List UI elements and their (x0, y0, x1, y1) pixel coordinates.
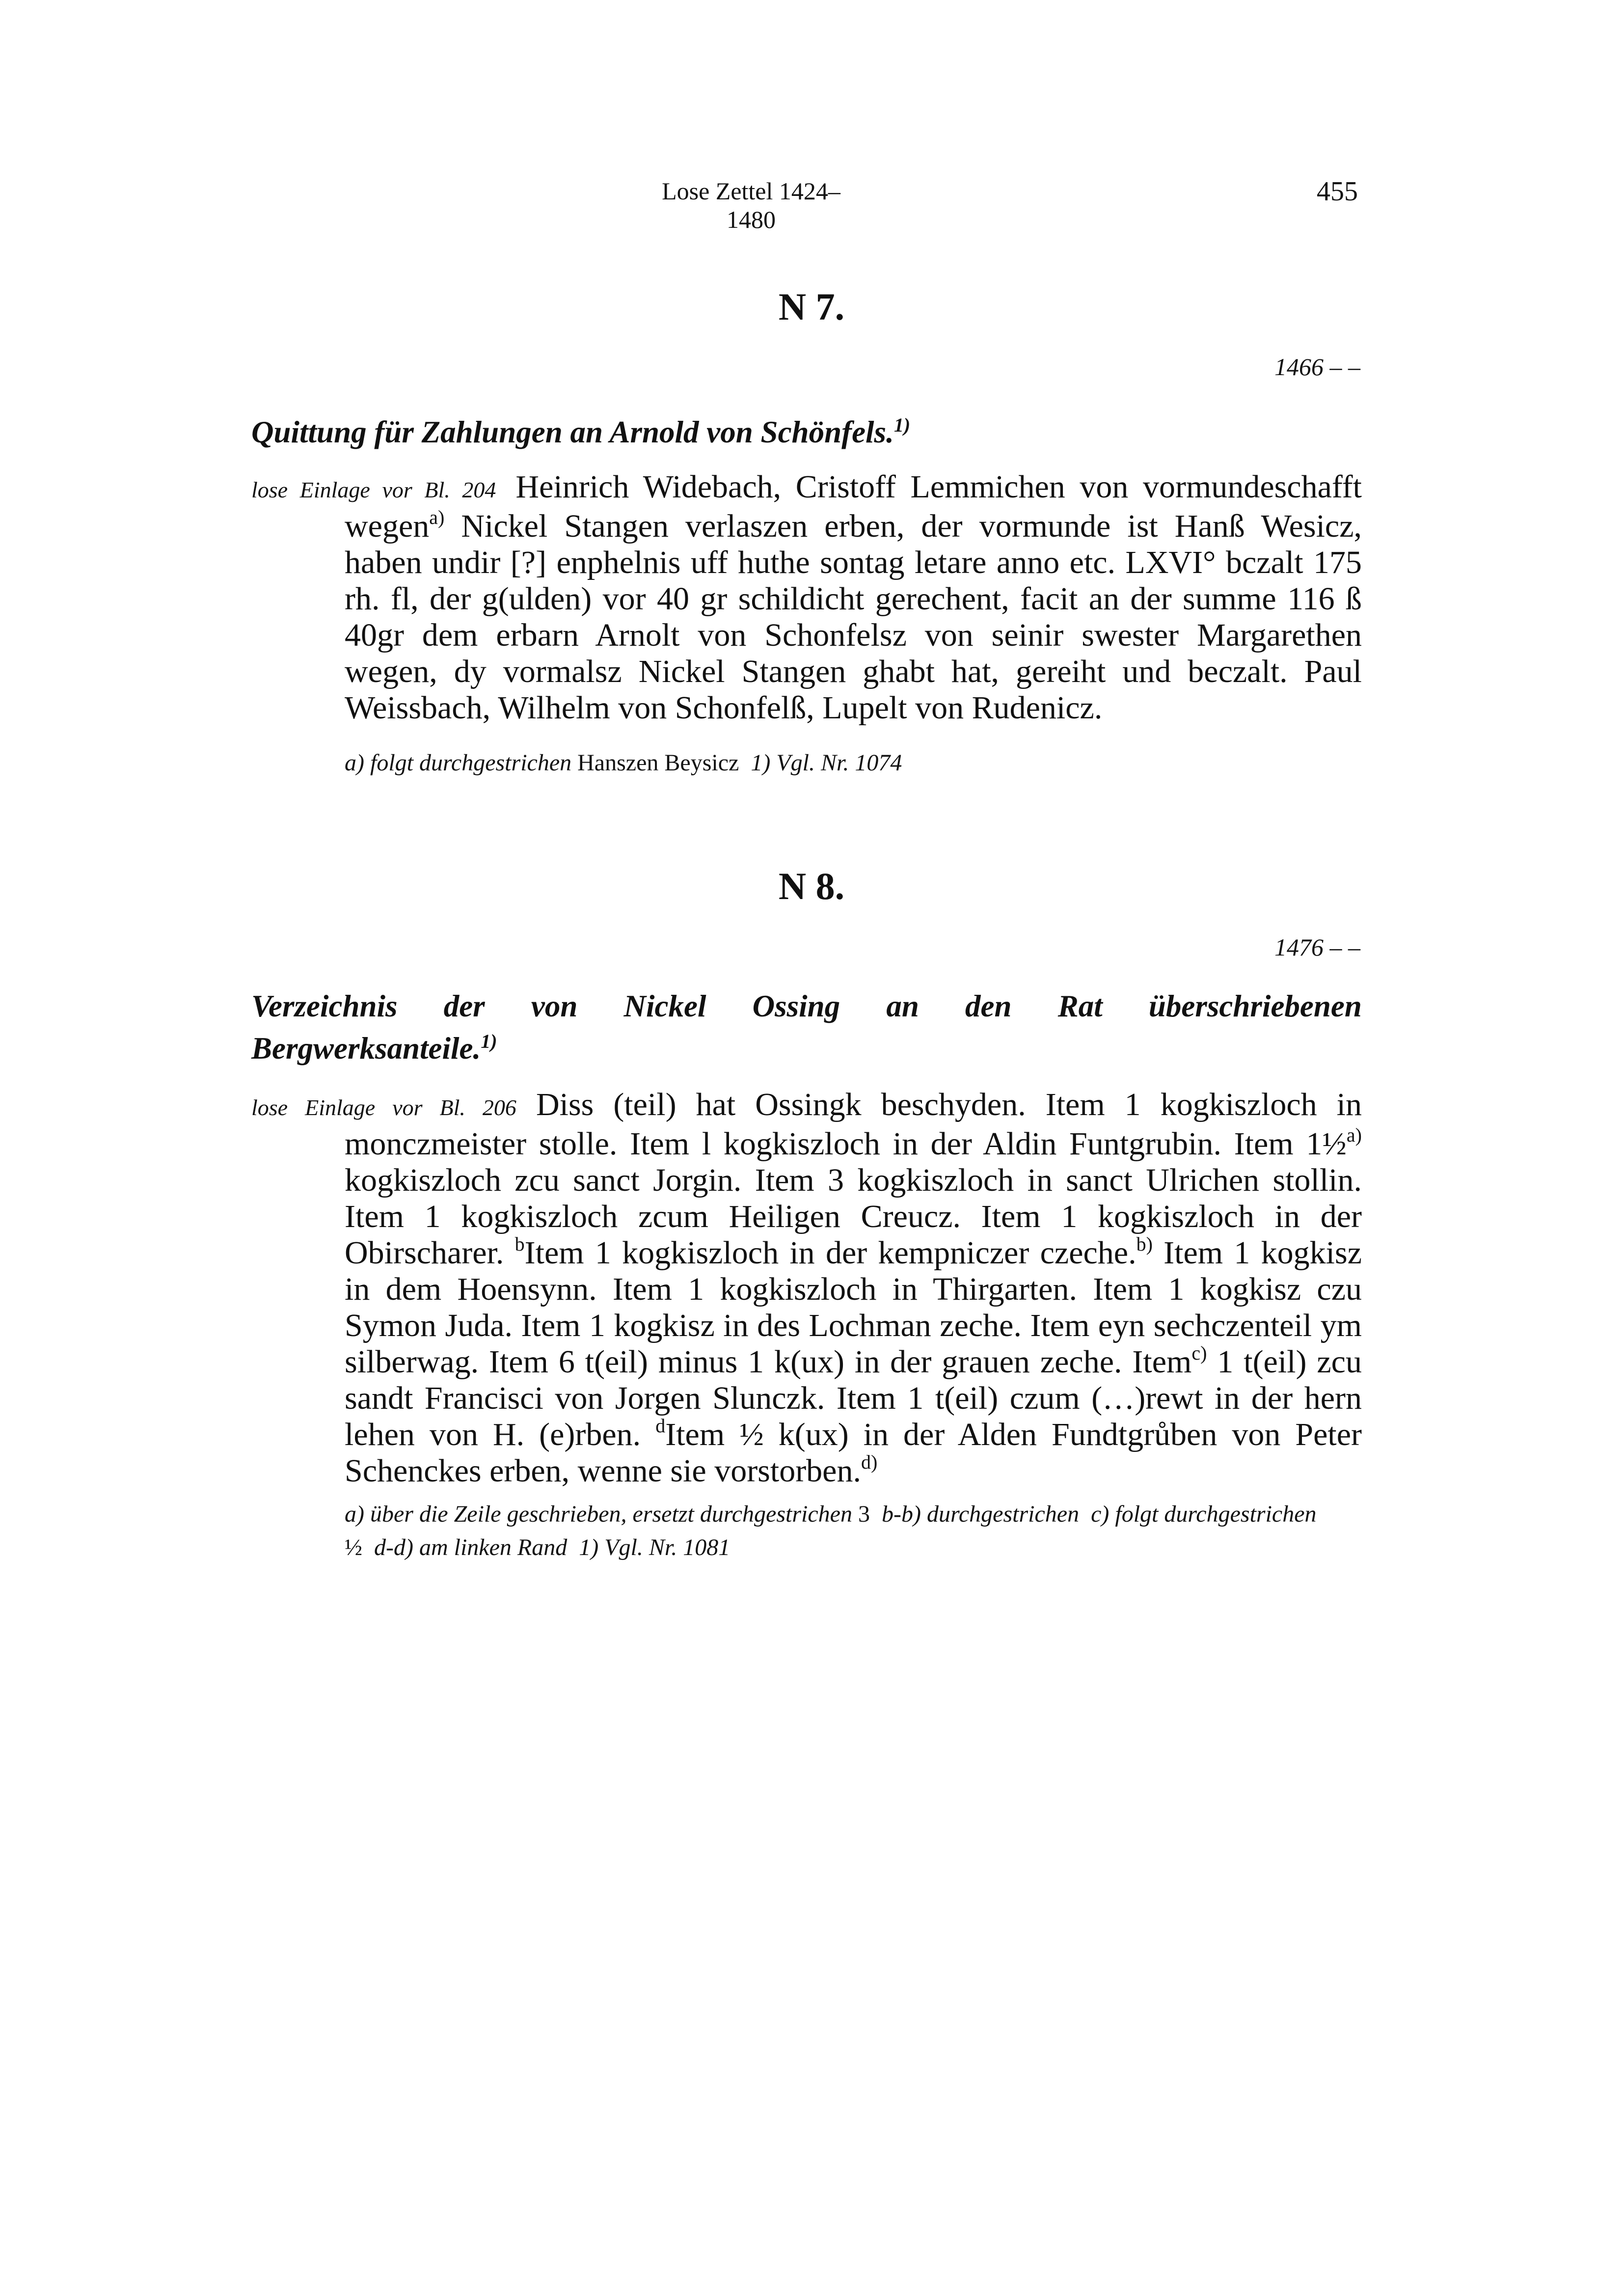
body-text-segment: kogkiszloch zcu sanct Jorgin. Item 3 kogkiszloch in sanct Ulrichen stollin. Item 1 kogkiszloch zcum Heiligen Creucz. Item 1 kogkiszloch in der Obirscharer. (345, 1162, 1362, 1271)
footnote-d: d-d) am linken Rand (374, 1534, 568, 1560)
entry-date: 1466 – – (1274, 353, 1360, 381)
entry-date: 1476 – – (1274, 933, 1360, 961)
body-text-segment: Heinrich Widebach, Cristoff Lemmichen von vormundeschafft wegen (345, 469, 1362, 544)
footnote-ref: 1) (893, 414, 911, 436)
footnote-ref: a) (1346, 1124, 1362, 1146)
entry-number: N 7. (778, 285, 845, 328)
title-word: an (886, 989, 919, 1023)
footnote-ref: d (655, 1415, 666, 1437)
body-text-segment: Nickel Stangen verlaszen erben, der vormunde ist Hanß Wesicz, haben undir [?] enphelnis uff huthe sontag letare anno etc. LXVI° bczalt 175 rh. fl, der g(ulden) vor 40 gr schildicht gerechent, facit an der summe 116 ß 40gr dem erbarn Arnolt von Schonfelsz von seinir swester Margarethen wegen, dy vormalsz Nickel Stangen ghabt hat, gereiht und beczalt. Paul Weissbach, Wilhelm von Schonfelß, Lupelt von Rudenicz. (345, 508, 1362, 726)
footnote-a-value: 3 (858, 1501, 870, 1527)
title-word: überschriebenen (1148, 989, 1362, 1023)
body-text-segment: Item 1 kogkiszloch in der kempniczer czeche. (524, 1235, 1136, 1271)
footnote-b: b-b) durchgestrichen (881, 1501, 1080, 1527)
entry-title-line-1 (251, 988, 1362, 1024)
title-word: Bergwerksanteile. (251, 1031, 481, 1066)
entry-body (251, 469, 1362, 726)
footnote-1: 1) Vgl. Nr. 1074 (751, 750, 902, 776)
footnote-ref: b) (1136, 1233, 1153, 1255)
footnote-a-text: Hanszen Beysicz (577, 750, 739, 776)
margin-note: lose Einlage vor Bl. 204 (251, 477, 496, 502)
body-text-segment: Item ½ k(ux) in der Alden Fundtgrůben von Peter Schenckes erben, wenne sie vorstorben. (345, 1417, 1362, 1489)
footnotes (345, 746, 1362, 780)
entry-title (251, 988, 1362, 1066)
margin-note: lose Einlage vor Bl. 206 (251, 1095, 516, 1120)
footnote-ref: 1) (481, 1030, 497, 1052)
title-word: den (965, 989, 1012, 1023)
footnote-1: 1) Vgl. Nr. 1081 (579, 1534, 730, 1560)
footnotes (345, 1498, 1362, 1564)
footnote-ref: a) (429, 506, 445, 528)
entry-title-line-2 (251, 1024, 1362, 1066)
title-word: Ossing (752, 989, 840, 1023)
footnote-ref: b (514, 1233, 525, 1255)
footnote-c: c) folgt durchgestrichen (1091, 1501, 1317, 1527)
entry-title-text: Quittung für Zahlungen an Arnold von Schönfels. (251, 415, 894, 449)
title-word: Verzeichnis (251, 989, 398, 1023)
footnote-c-value: ½ (345, 1534, 362, 1560)
footnote-ref: d) (861, 1451, 878, 1473)
body-text-segment: Item 1 kogkisz in dem Hoensynn. Item 1 kogkiszloch in Thirgarten. Item 1 kogkisz czu Symon Juda. Item 1 kogkisz in des Lochman zeche. Item eyn sechczenteil ym silberwag. Item 6 t(eil) minus 1 k(ux) in der grauen zeche. Item (345, 1235, 1362, 1380)
entry-body (251, 1087, 1362, 1489)
running-head: Lose Zettel 1424–1480 (662, 177, 840, 233)
footnote-a: a) über die Zeile geschrieben, ersetzt durchgestrichen (345, 1501, 852, 1527)
title-word: Rat (1057, 989, 1103, 1023)
footnote-ref: c) (1191, 1342, 1207, 1364)
entry-title (251, 408, 1362, 450)
entry-number: N 8. (778, 865, 845, 907)
title-word: der (443, 989, 485, 1023)
body-text-segment: 1 t(eil) zcu sandt Francisci von Jorgen Slunczk. Item 1 t(eil) czum (…)rewt in der hern lehen von H. (e)rben. (345, 1344, 1362, 1452)
title-word: Nickel (623, 989, 706, 1023)
footnote-a-label: a) folgt durchgestrichen (345, 750, 572, 776)
page-number: 455 (1317, 176, 1358, 207)
title-word: von (531, 989, 578, 1023)
body-text-segment: Diss (teil) hat Ossingk beschyden. Item 1 kogkiszloch in monczmeister stolle. Item l kogkiszloch in der Aldin Funtgrubin. Item 1½ (345, 1087, 1362, 1162)
